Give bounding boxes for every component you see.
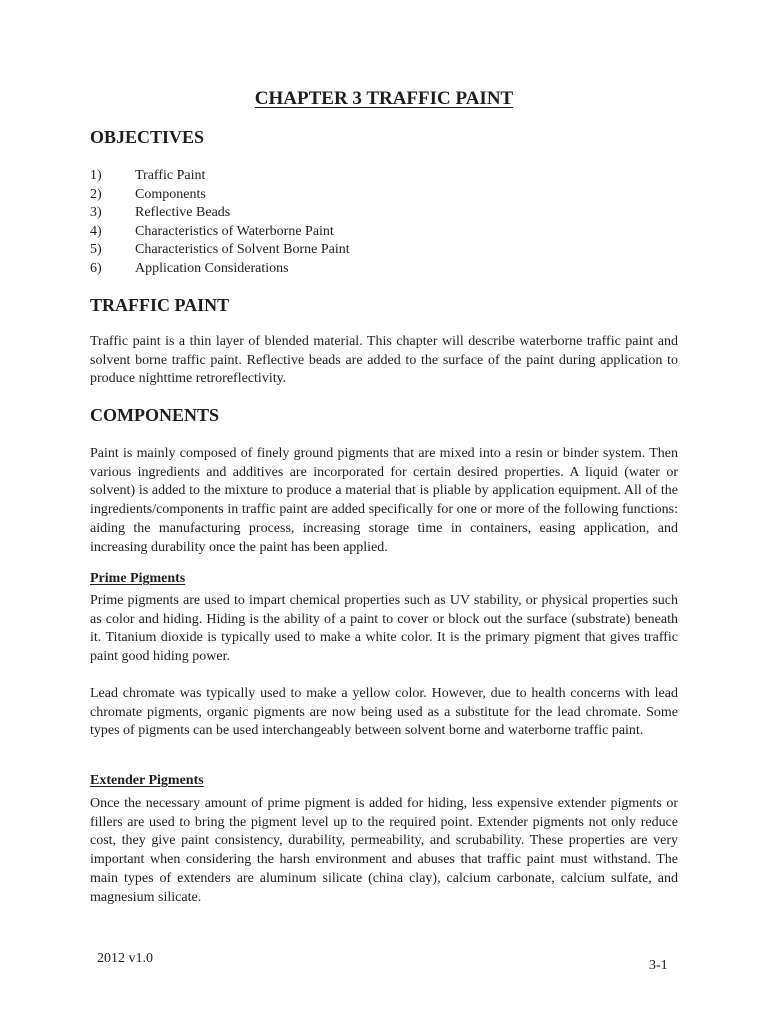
footer-version: 2012 v1.0 [97, 951, 153, 966]
extender-pigments-paragraph: Once the necessary amount of prime pigment is added for hiding, less expensive extender pigments or fillers are used to bring the pigment level up to the required point. Extender pigments not only reduce cost, they give paint consistency, durability, permeability, and scrubability. These properties are very important when considering the harsh environment and abuses that traffic paint must withstand. The main types of extenders are aluminum silicate (china clay), calcium carbonate, calcium sulfate, and magnesium silicate. [90, 796, 678, 905]
objectives-list [90, 167, 350, 279]
objective-item [90, 223, 350, 242]
prime-pigments-paragraph-2: Lead chromate was typically used to make a yellow color. However, due to health concerns with lead chromate pigments, organic pigments are now being used as a substitute for the lead chromate. Some types of pigments can be used interchangeably between solvent borne and waterborne traffic paint. [90, 686, 678, 739]
page-number: 3-1 [649, 958, 668, 973]
objective-number: 5) [90, 242, 102, 258]
objective-item [90, 241, 350, 260]
components-paragraph: Paint is mainly composed of finely ground pigments that are mixed into a resin or binder system. Then various ingredients and additives are incorporated for certain desired properties. A liquid (water or solvent) is added to the mixture to produce a material that is pliable by application equipment. All of the ingredients/components in traffic paint are added specifically for one or more of the following functions: aiding the manufacturing process, increasing storage time in containers, easing application, and increasing durability once the paint has been applied. [90, 446, 678, 555]
objective-text: Characteristics of Solvent Borne Paint [135, 242, 350, 258]
objective-text: Reflective Beads [135, 205, 231, 221]
prime-pigments-paragraph: Prime pigments are used to impart chemical properties such as UV stability, or physical properties such as color and hiding. Hiding is the ability of a paint to cover or block out the surface (substrate) beneath it. Titanium dioxide is typically used to make a white color. It is the primary pigment that gives traffic paint good hiding power. [90, 593, 678, 665]
prime-pigments-heading: Prime Pigments [90, 571, 186, 586]
objective-number: 1) [90, 168, 102, 183]
objective-item [90, 167, 350, 186]
chapter-title: CHAPTER 3 TRAFFIC PAINT [254, 88, 514, 109]
objective-text: Traffic Paint [135, 168, 206, 183]
objective-item [90, 204, 350, 223]
objective-text: Components [135, 186, 206, 202]
objectives-heading: OBJECTIVES [90, 127, 205, 147]
objective-number: 4) [90, 223, 102, 239]
objective-number: 3) [90, 205, 102, 221]
objective-text: Characteristics of Waterborne Paint [135, 223, 334, 239]
traffic-paint-paragraph: Traffic paint is a thin layer of blended material. This chapter will describe waterborne traffic paint and solvent borne traffic paint. Reflective beads are added to the surface of the paint during application to produce nighttime retroreflectivity. [90, 334, 678, 387]
objective-number: 2) [90, 186, 102, 202]
objective-item [90, 260, 350, 279]
components-heading: COMPONENTS [90, 405, 220, 425]
traffic-paint-heading: TRAFFIC PAINT [90, 295, 230, 315]
objective-number: 6) [90, 260, 102, 276]
objective-text: Application Considerations [135, 260, 289, 276]
extender-pigments-heading: Extender Pigments [90, 773, 204, 788]
objective-item [90, 186, 350, 205]
